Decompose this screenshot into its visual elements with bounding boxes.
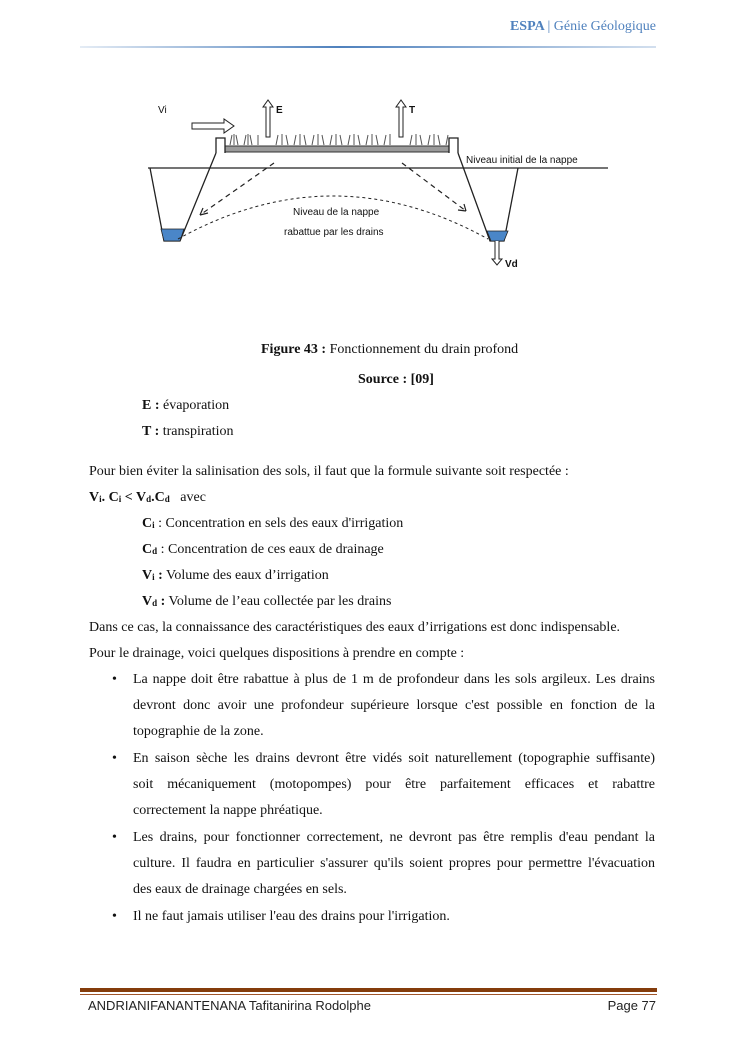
header-department: Génie Géologique (553, 19, 656, 34)
footer-page-number: Page 77 (607, 998, 656, 1013)
salinity-formula: $V_i$. $C_i < V_d.C_d$ avec (89, 490, 206, 505)
label-lowered-level-2: rabattue par les drains (284, 227, 384, 238)
arrow-e-icon (263, 100, 273, 137)
legend-key: T : (142, 424, 160, 439)
bullet-icon: • (112, 830, 117, 845)
left-drain-water (161, 229, 184, 241)
header-separator: | (547, 19, 551, 34)
caption-label: Figure 43 : (261, 342, 327, 357)
crops-icon (230, 134, 448, 145)
running-header (510, 19, 656, 35)
bullet-icon: • (112, 672, 117, 687)
footer-rule (80, 988, 657, 992)
legend-key: E : (142, 398, 160, 413)
header-org: ESPA (509, 19, 544, 34)
label-t: T (409, 105, 416, 116)
paragraph-drainage: Pour le drainage, voici quelques dispositions à prendre en compte : (89, 646, 465, 661)
arrow-vd-icon (492, 241, 502, 265)
legend-value: évaporation (159, 398, 230, 413)
caption-text: Fonctionnement du drain profond (326, 342, 519, 357)
bullet-2-line-2: soit mécaniquement (motopompes) pour être parfaitement efficaces et rabattre (133, 777, 655, 792)
arrow-vi-icon (192, 119, 234, 133)
bullet-1-line-1: La nappe doit être rabattue à plus de 1 m de profondeur dans les sols argileux. Les drains (133, 672, 655, 687)
figure-source: Source : [09] (358, 372, 434, 387)
definition-cd: $C_d$ : Concentration de ces eaux de drainage (142, 542, 384, 557)
paragraph-irrigation: Dans ce cas, la connaissance des caractéristiques des eaux d’irrigations est donc indispensable. (89, 620, 621, 635)
bullet-3-line-1: Les drains, pour fonctionner correctement, ne devront pas être remplis d'eau pendant la (133, 830, 655, 845)
figure-caption (261, 342, 518, 358)
footer-author: ANDRIANIFANANTENANA Tafitanirina Rodolphe (88, 998, 371, 1013)
bullet-1-line-2: devront donc avoir une profondeur supérieure lorsque c'est possible en fonction de la (133, 698, 655, 713)
bullet-icon: • (112, 909, 117, 924)
label-initial-level: Niveau initial de la nappe (466, 155, 578, 166)
bullet-1-line-3: topographie de la zone. (133, 724, 264, 739)
definition-vd: $V_d$ : Volume de l’eau collectée par les drains (142, 594, 392, 609)
label-vi: Vi (158, 105, 167, 116)
arrow-t-icon (396, 100, 406, 137)
label-vd: Vd (505, 259, 518, 270)
legend-t (142, 424, 234, 440)
legend-e (142, 398, 229, 414)
intro-paragraph: Pour bien éviter la salinisation des sols, il faut que la formule suivante soit respectée : (89, 464, 569, 479)
right-drain-water (487, 231, 508, 241)
label-e: E (276, 105, 283, 116)
definition-ci: $C_i$ : Concentration en sels des eaux d'irrigation (142, 516, 404, 531)
drain-diagram (148, 93, 608, 278)
left-drain (150, 153, 216, 241)
bullet-3-line-3: des eaux de drainage chargées en sels. (133, 882, 347, 897)
bullet-icon: • (112, 751, 117, 766)
bullet-2-line-1: En saison sèche les drains devront être vidés soit naturellement (topographie suffisante) (133, 751, 655, 766)
bullet-4-line-1: Il ne faut jamais utiliser l'eau des drains pour l'irrigation. (133, 909, 450, 924)
bullet-2-line-3: correctement la nappe phréatique. (133, 803, 323, 818)
legend-value: transpiration (159, 424, 234, 439)
field-soil (225, 146, 449, 152)
label-lowered-level-1: Niveau de la nappe (293, 207, 380, 218)
definition-vi: $V_i$ : Volume des eaux d’irrigation (142, 568, 329, 583)
bullet-3-line-2: culture. Il faudra en particulier s'assurer qu'ils soient propres pour permettre l'évacuation (133, 856, 655, 871)
footer-rule-thin (80, 994, 657, 995)
header-rule (80, 46, 656, 48)
